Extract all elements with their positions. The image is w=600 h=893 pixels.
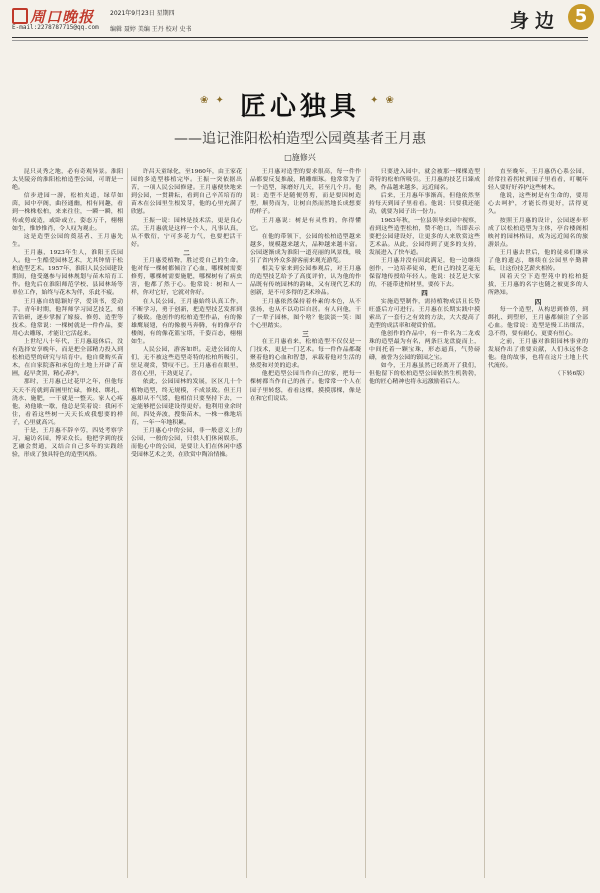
paragraph: 每一个造型，从构思到修剪，到绑扎、到塑形，王月惠都倾注了全部心血。他常说：造型是慢工出细活，急不得，要有耐心，更要有恒心。 bbox=[488, 306, 588, 337]
paragraph: 在他的带领下，公园的松柏造型越来越多，规模越来越大，品种越来越丰富。公园逐渐成为淮阳一道亮丽的风景线，吸引了省内外众多游客前来观光游览。 bbox=[250, 233, 361, 265]
article-author: □施修兴 bbox=[284, 153, 316, 162]
section-number: 三 bbox=[302, 329, 309, 338]
logo-mark-icon bbox=[12, 8, 28, 24]
paragraph: 相关专家来到公园参观后，对王月惠的造型技艺给予了高度评价，认为他的作品既有传统园林的韵味，又有现代艺术的创新，是不可多得的艺术珍品。 bbox=[250, 266, 361, 297]
paragraph: 如今，王月惠虽然已经离开了我们，但他留下的松柏造型公园依然生机勃勃，他的匠心精神也将永远激励着后人。 bbox=[369, 363, 480, 386]
paragraph: 1963年秋，一位县领导来园中视察，看到这些造型松柏，赞不绝口，当即表示要把公园建设好，让更多的人来欣赏这些艺术品。从此，公园得到了更多的支持，发展进入了快车道。 bbox=[369, 217, 480, 256]
paragraph: 上世纪八十年代，王月惠退休后，没有选择安享晚年，而是把全部精力投入到松柏造型的研究与培育中。他自费购买苗木，在自家院落和承包的土地上开辟了苗圃，起早贪黑，精心养护。 bbox=[12, 338, 123, 378]
paragraph: 在王月惠看来，松柏造型不仅仅是一门技术，更是一门艺术。每一件作品都凝聚着他的心血和智慧，承载着他对生活的热爱和对美的追求。 bbox=[250, 338, 361, 370]
paragraph: 依此，公园园林的发展，区区几十个植物造型，终无规模，不成景致。但王月惠却从不气馁，他相信只要坚持下去，一定能够把公园建设得更好。他利用业余时间，四处奔波，搜集苗木，一株一株地培育，一年一年地积累。 bbox=[131, 379, 242, 426]
article-column-1 bbox=[12, 168, 123, 459]
column-divider bbox=[246, 168, 247, 878]
paragraph: 王月惠，1923年生人，淮阳王氏园人。他一生酷爱园林艺术，尤其钟情于松柏造型艺术。1957年，淮阳人民公园建设期间，他受邀参与园林规划与苗木培育工作。他先后在淮阳师范学校、县园林场等单位工作，始终与花木为伴，乐此不疲。 bbox=[12, 249, 123, 297]
paragraph: 实施造型制作，需持植物成活且长势旺盛后方可进行。王月惠在长期实践中摸索出了一套行之有效的方法，大大提高了造型的成活率和观赏价值。 bbox=[369, 298, 480, 329]
article-column-3 bbox=[250, 168, 361, 403]
paragraph: 他把造型公园当作自己的家，把每一棵树都当作自己的孩子。他常常一个人在园子里转悠，看看这棵，摸摸那棵，像是在和它们说话。 bbox=[250, 371, 361, 402]
paragraph: 王月惠依然保持着朴素的本色，从不张扬，也从不以功臣自居。有人问他，干了一辈子园林，图个啥？他淡淡一笑：图个心里踏实。 bbox=[250, 298, 361, 329]
paragraph: 许昌天童绿化，至1960年，由王家花园的多造型移植完毕。王振一突依据出苦，一项人民公园修建。王月惠便快地来到公园，一贯耕耘，看到自己辛苦培育的苗木在公园里生根发芽，他的心里充满了欣慰。 bbox=[131, 169, 242, 216]
paragraph: 他创作的作品中，有一件名为二龙戏珠的造型最为有名，两条巨龙盘旋而上，中间托着一颗宝珠，形态逼真，气势磅礴，被誉为公园的镇园之宝。 bbox=[369, 330, 480, 362]
paragraph: 只要进入园中，就会被那一棵棵造型奇特的松柏所吸引。王月惠的技艺日臻成熟，作品越来越多，远近闻名。 bbox=[369, 169, 480, 192]
left-ornament-icon: ❀ ✦ bbox=[200, 95, 226, 106]
continued-note: （下转6版） bbox=[554, 371, 588, 378]
paragraph: 信步进园一游，松柏夹道，绿草如茵，园中亭阁，曲径通幽，相有同趣，看到一株株松柏，来来往往，一瞬一瞬，相传或剪或造，或卧或立，姿态万千，栩栩如生，惟妙惟肖，令人叹为观止。 bbox=[12, 193, 123, 232]
paragraph: 昆只灵秀之地，必有奇观异景。淮阳太昊陵旁的淮阳松柏造型公园，可谓是一绝。 bbox=[12, 169, 123, 192]
column-divider bbox=[365, 168, 366, 878]
paragraph: 在人民公园，王月惠始终认真工作，不断学习，勇于创新，把造型技艺发挥到了极致。他创作的松柏造型作品，有的像雄鹰展翅，有的像骏马奔腾，有的像亭台楼阁，有的像花篮宝塔，千姿百态，栩栩如生。 bbox=[131, 298, 242, 345]
paragraph: 王月惠对造型的要求很高，每一件作品都要反复推敲，精雕细琢。他常常为了一个造型，琢磨好几天，甚至几个月。他说：造型不是随便剪剪，而是要因树造型，顺势而为，让树自然而然地长成想要的样子。 bbox=[250, 169, 361, 216]
column-divider bbox=[484, 168, 485, 878]
masthead-rule bbox=[12, 37, 588, 38]
paragraph: 王月惠说：树是有灵性的，你得懂它。 bbox=[250, 217, 361, 232]
paragraph: 这是造型公园的奠基者、王月惠先生。 bbox=[12, 233, 123, 248]
column-divider bbox=[127, 168, 128, 878]
paragraph: 直至晚年，王月惠仍心系公园，经常拄着拐杖到园子里看看，叮嘱年轻人要好好养护这些树木。 bbox=[488, 169, 588, 192]
paragraph: 之前，王月惠对淮阳园林事业的发展作出了重要贡献，人们永远怀念他。他的故事，也将在这片土地上代代流传。 bbox=[488, 338, 588, 370]
paragraph: 王振一说：园林是技术活，更是良心活。王月惠就是这样一个人，凡事认真，从不敷衍，宁可多花力气，也要把活干好。 bbox=[131, 217, 242, 248]
paragraph: 王月惠并没有因此满足，他一边继续创作，一边培养徒弟，把自己的技艺毫无保留地传授给年轻人。他说：技艺是大家的，不能带进棺材里，要传下去。 bbox=[369, 258, 480, 289]
paragraph: 王月惠爱植物，胜过爱自己的生命。他对每一棵树都倾注了心血，哪棵树需要修剪，哪棵树需要施肥，哪棵树有了病虫害，他都了然于心。他常说：树和人一样，你对它好，它就对你好。 bbox=[131, 258, 242, 297]
masthead-rule-thin bbox=[12, 40, 588, 41]
article-column-4 bbox=[369, 168, 480, 387]
article-column-5 bbox=[488, 168, 588, 378]
paragraph: 王月惠自幼聪颖好学，爱读书，爱动手。青年时期，他拜师学习园艺技艺，刻苦钻研，逐步掌握了嫁接、修剪、造型等技术。他常说：一棵树就是一件作品，要用心去雕琢，才能让它活起来。 bbox=[12, 298, 123, 337]
paragraph: 按照王月惠的设计，公园逐步形成了以松柏造型为主体，亭台楼阁相映衬的园林格局，成为远近闻名的旅游景点。 bbox=[488, 217, 588, 248]
article-title: 匠心独具 bbox=[239, 92, 360, 122]
paragraph: 王月惠心中的公园，非一般意义上的公园，一般的公园，只供人们休闲娱乐，而他心中的公园，是要让人们在休闲中感受园林艺术之美，在欣赏中陶冶情操。 bbox=[131, 428, 242, 459]
section-title: 身边 bbox=[509, 10, 560, 32]
article-subtitle: ——追记淮阳松柏造型公园奠基者王月惠 bbox=[174, 131, 426, 147]
page-number-badge: 5 bbox=[568, 4, 594, 30]
paragraph: 王月惠去世后，他的徒弟们继承了他的遗志，继续在公园里辛勤耕耘，让这份技艺薪火相传。 bbox=[488, 249, 588, 273]
contact-email: E-mail:2278787715@qq.com bbox=[12, 24, 99, 31]
right-ornament-icon: ✦ ❀ bbox=[370, 95, 396, 106]
paragraph: 因着天空下造型苑中的松柏挺拔，王月惠的名字也随之被更多的人所熟知。 bbox=[488, 274, 588, 297]
paragraph: 那时，王月惠已过花甲之年，但他每天天不亮就到苗圃里忙碌，修枝、绑扎、浇水、施肥，一干就是一整天。家人心疼他，劝他歇一歇，他总是笑着说：我闲不住，看着这些树一天天长成我想要的样子，心里就高兴。 bbox=[12, 379, 123, 426]
section-number: 四 bbox=[421, 289, 428, 298]
issue-date: 2021年9月23日 星期四 bbox=[110, 10, 175, 17]
paragraph: 人民公园，游客如织。走进公园的人们，无不被这些造型奇特的松柏所吸引，驻足观赏，赞叹不已。王月惠看在眼里，喜在心里，干劲更足了。 bbox=[131, 347, 242, 378]
article-column-2 bbox=[131, 168, 242, 459]
paragraph: 他说，这些树是有生命的，要用心去呵护，才能长得更好，活得更久。 bbox=[488, 193, 588, 216]
section-number: 四 bbox=[534, 297, 542, 306]
editor-credits: 编辑 聂婷 美编 王丹 校对 史书 bbox=[110, 26, 192, 33]
paragraph: 于是，王月惠不辞辛劳，四处考察学习，遍访名园，博采众长。他把学到的技艺融会贯通，又结合自己多年的实践经验，形成了独具特色的造型风格。 bbox=[12, 428, 123, 459]
paragraph: 后来，王月惠年事渐高，但他依然坚持每天到园子里看看。他说：只要我还能动，就要为园子出一份力。 bbox=[369, 193, 480, 216]
section-number: 二 bbox=[183, 248, 190, 257]
logo-text: 周口晚报 bbox=[30, 8, 95, 26]
